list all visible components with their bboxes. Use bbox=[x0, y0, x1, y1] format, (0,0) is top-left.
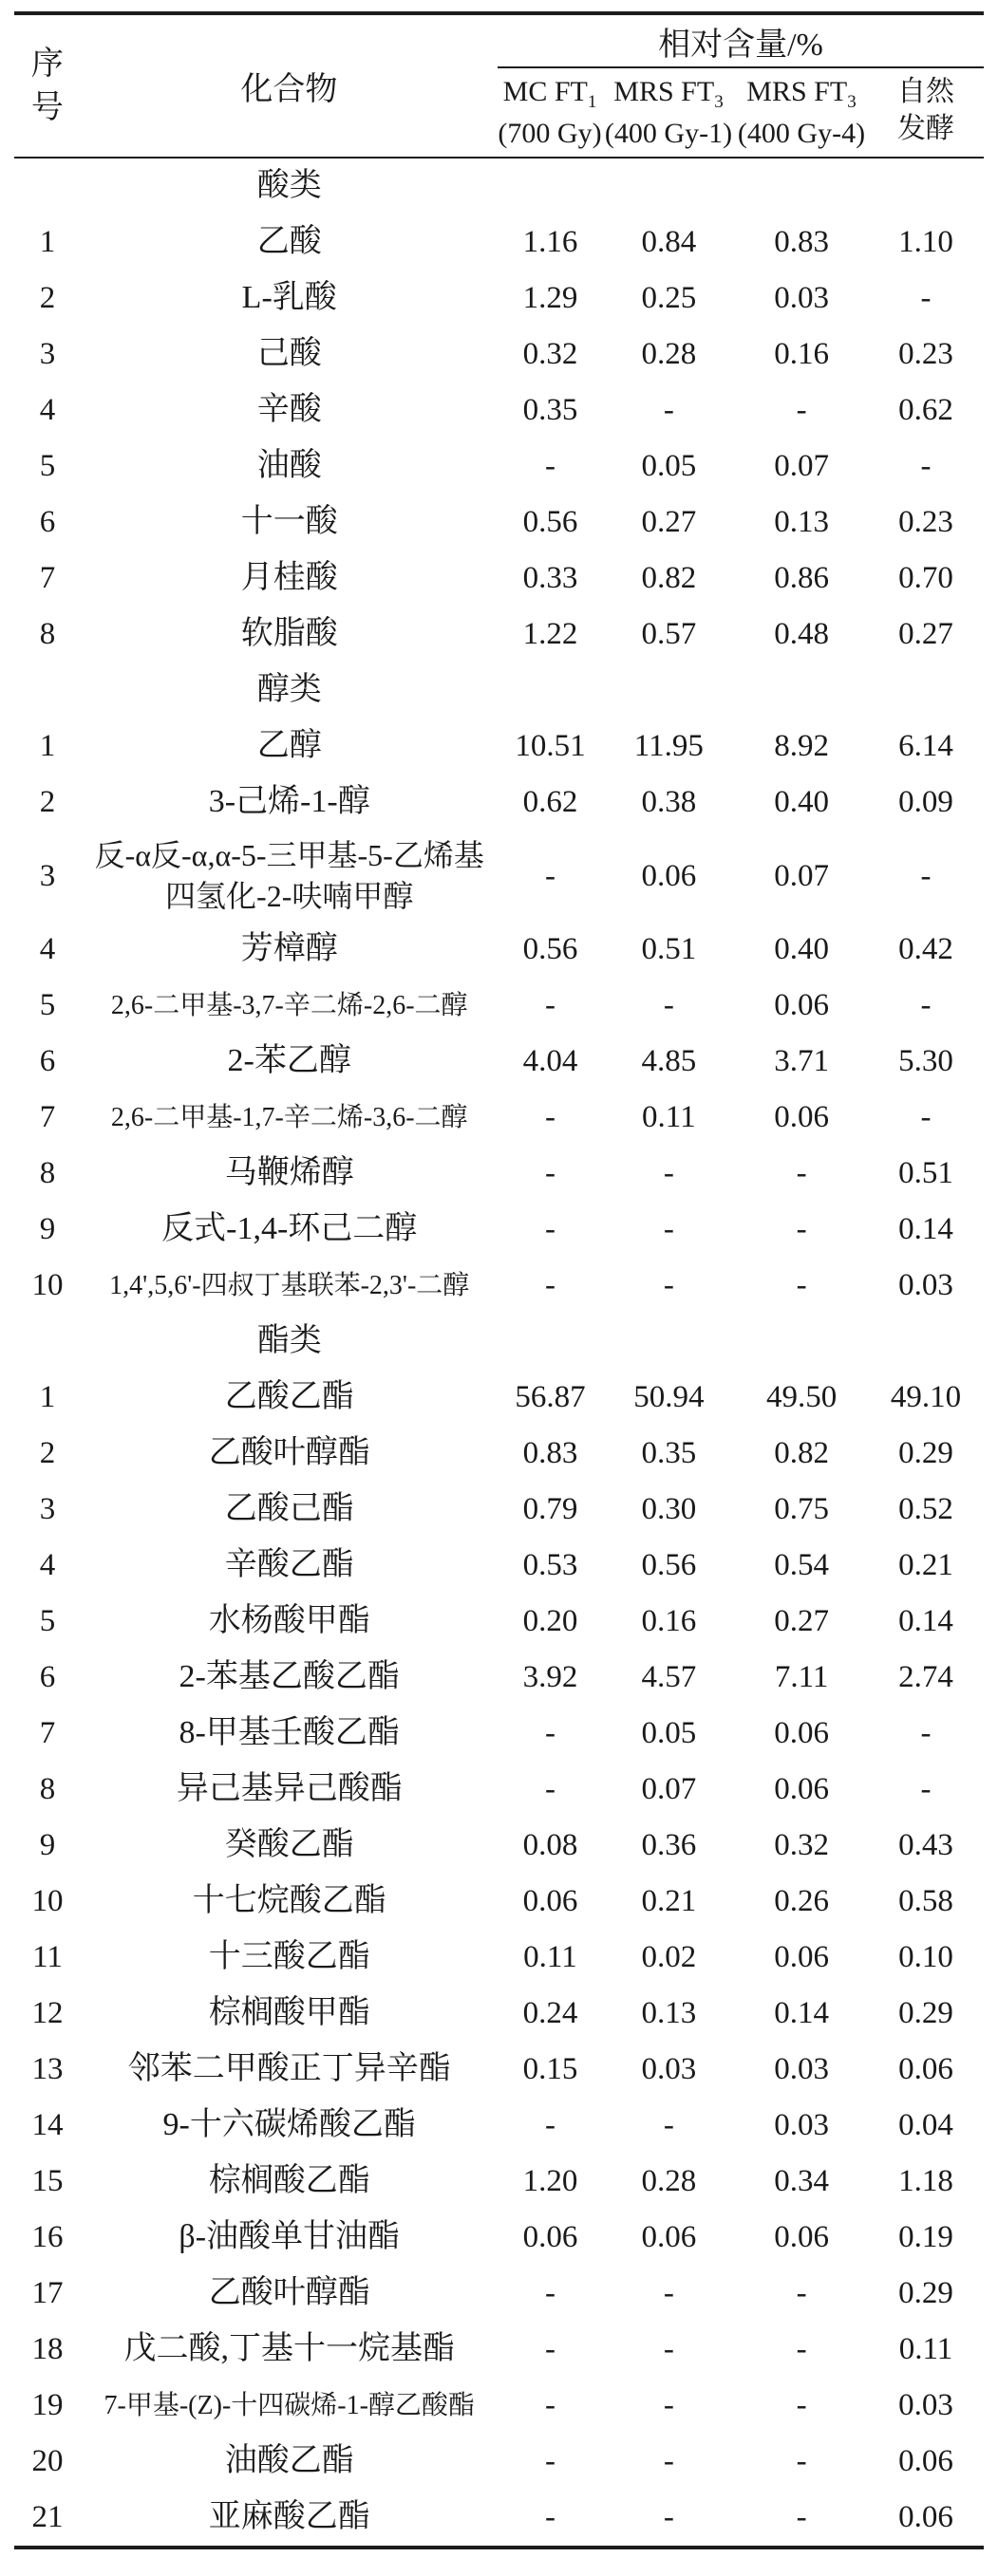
value-mrs-ft3-4: - bbox=[796, 2332, 807, 2367]
value-mrs-ft3-4: - bbox=[796, 2388, 807, 2423]
value-mc-ft1: - bbox=[544, 1212, 555, 1247]
value-natural: 0.29 bbox=[898, 2276, 953, 2311]
table-row bbox=[14, 495, 984, 551]
compound-name: 乙酸叶醇酯 bbox=[208, 2275, 370, 2311]
value-mrs-ft3-4: 0.07 bbox=[774, 858, 830, 893]
value-mrs-ft3-1: 0.35 bbox=[641, 1436, 697, 1471]
value-mrs-ft3-4: 0.16 bbox=[774, 337, 830, 371]
value-mc-ft1: - bbox=[544, 1716, 555, 1751]
value-mrs-ft3-1: - bbox=[663, 988, 674, 1023]
value-mc-ft1: 0.32 bbox=[522, 337, 578, 371]
value-mrs-ft3-1: - bbox=[663, 2276, 674, 2311]
value-mc-ft1: 1.16 bbox=[522, 225, 578, 259]
value-mc-ft1: - bbox=[544, 988, 555, 1023]
compound-name: 亚麻酸乙酯 bbox=[208, 2499, 370, 2535]
value-mrs-ft3-4: 7.11 bbox=[774, 1660, 829, 1695]
value-natural: 0.14 bbox=[898, 1604, 953, 1639]
table-row bbox=[14, 1538, 984, 1594]
value-natural: 0.21 bbox=[898, 1548, 953, 1583]
table-row bbox=[14, 978, 984, 1034]
table-row bbox=[14, 719, 984, 775]
value-mrs-ft3-1: 0.30 bbox=[641, 1492, 697, 1527]
value-mc-ft1: 0.33 bbox=[522, 561, 578, 595]
value-natural: 0.06 bbox=[898, 2500, 953, 2535]
value-mc-ft1: - bbox=[544, 2332, 555, 2367]
value-mrs-ft3-1: 0.02 bbox=[641, 1940, 697, 1975]
value-mc-ft1: 0.08 bbox=[522, 1828, 578, 1863]
compound-name: 十七烷酸乙酯 bbox=[192, 1883, 386, 1919]
table-row bbox=[14, 2322, 984, 2378]
value-mrs-ft3-4: 3.71 bbox=[774, 1044, 830, 1079]
value-mrs-ft3-1: 0.28 bbox=[641, 337, 697, 371]
value-mrs-ft3-1: 0.16 bbox=[641, 1604, 697, 1639]
row-number: 6 bbox=[39, 1044, 56, 1079]
value-mc-ft1: 0.53 bbox=[522, 1548, 578, 1583]
row-number: 7 bbox=[39, 1716, 56, 1751]
compound-name: 2,6-二甲基-3,7-辛二烯-2,6-二醇 bbox=[110, 991, 468, 1021]
value-mrs-ft3-1: 0.21 bbox=[641, 1884, 697, 1919]
value-mrs-ft3-4: - bbox=[796, 2500, 807, 2535]
header-col-name: MC $FT_1$ bbox=[502, 76, 597, 113]
compound-name: 1,4',5,6'-四叔丁基联苯-2,3'-二醇 bbox=[109, 1271, 470, 1301]
compound-name: 乙酸乙酯 bbox=[224, 1379, 354, 1415]
row-number: 2 bbox=[39, 1436, 56, 1471]
table-row bbox=[14, 2490, 984, 2546]
table-row bbox=[14, 327, 984, 383]
value-mrs-ft3-4: 0.03 bbox=[774, 2052, 830, 2087]
value-natural: 0.52 bbox=[898, 1492, 953, 1527]
row-number: 3 bbox=[39, 337, 56, 371]
value-mc-ft1: 0.06 bbox=[522, 1884, 578, 1919]
compound-name: L-乳酸 bbox=[241, 280, 337, 316]
row-number: 3 bbox=[39, 1492, 56, 1527]
header-columns bbox=[498, 68, 984, 157]
value-mc-ft1: 0.56 bbox=[522, 505, 578, 539]
value-mrs-ft3-4: 8.92 bbox=[774, 729, 830, 763]
table-row bbox=[14, 1426, 984, 1482]
header-col-dose: (400 Gy-4) bbox=[737, 117, 866, 149]
compound-name: 水杨酸甲酯 bbox=[208, 1603, 370, 1639]
header-col-mc-ft1 bbox=[498, 73, 602, 152]
value-natural: 0.62 bbox=[898, 393, 953, 427]
table-row bbox=[14, 2154, 984, 2210]
table-row bbox=[14, 1258, 984, 1314]
table-row bbox=[14, 1650, 984, 1706]
table-row bbox=[14, 1818, 984, 1874]
value-mc-ft1: 4.04 bbox=[522, 1044, 578, 1079]
value-mc-ft1: - bbox=[544, 2388, 555, 2423]
compound-name: 乙酸 bbox=[256, 224, 322, 260]
compound-name: 棕榈酸乙酯 bbox=[208, 2163, 370, 2199]
table-row bbox=[14, 1370, 984, 1426]
value-natural: 0.10 bbox=[898, 1940, 953, 1975]
value-mrs-ft3-4: 0.06 bbox=[774, 988, 830, 1023]
row-number: 8 bbox=[39, 617, 56, 651]
value-mrs-ft3-1: 0.84 bbox=[641, 225, 697, 259]
table-row bbox=[14, 607, 984, 663]
table-row bbox=[14, 775, 984, 831]
value-mrs-ft3-1: 50.94 bbox=[633, 1380, 705, 1415]
row-number: 19 bbox=[31, 2388, 64, 2423]
row-number: 4 bbox=[39, 932, 56, 967]
row-number: 1 bbox=[39, 1380, 56, 1415]
value-mrs-ft3-1: - bbox=[663, 2444, 674, 2479]
value-mc-ft1: 0.35 bbox=[522, 393, 578, 427]
header-group-title: 相对含量/% bbox=[498, 15, 984, 68]
value-natural: - bbox=[920, 1100, 932, 1135]
table-row bbox=[14, 1706, 984, 1762]
value-mrs-ft3-4: 0.13 bbox=[774, 505, 830, 539]
value-mc-ft1: 0.83 bbox=[522, 1436, 578, 1471]
value-mc-ft1: 1.20 bbox=[522, 2164, 578, 2199]
compound-name: 异己基异己酸酯 bbox=[176, 1771, 403, 1807]
table-row bbox=[14, 2266, 984, 2322]
table-row bbox=[14, 1034, 984, 1090]
row-number: 14 bbox=[31, 2108, 64, 2143]
value-natural: 0.23 bbox=[898, 337, 953, 371]
row-number: 12 bbox=[31, 1996, 64, 2031]
value-mc-ft1: - bbox=[544, 1772, 555, 1807]
table-row bbox=[14, 2042, 984, 2098]
value-mc-ft1: - bbox=[544, 2500, 555, 2535]
compound-name: 乙醇 bbox=[256, 728, 322, 764]
value-mc-ft1: 0.24 bbox=[522, 1996, 578, 2031]
compound-name: 油酸乙酯 bbox=[224, 2443, 354, 2479]
compound-name: 7-甲基-(Z)-十四碳烯-1-醇乙酸酯 bbox=[104, 2391, 475, 2421]
compound-name: 9-十六碳烯酸乙酯 bbox=[162, 2107, 416, 2143]
value-mc-ft1: 0.06 bbox=[522, 2220, 578, 2255]
row-number: 1 bbox=[39, 729, 56, 763]
value-mrs-ft3-4: 0.14 bbox=[774, 1996, 830, 2031]
table-bottom-rule bbox=[14, 2546, 984, 2549]
value-mrs-ft3-4: 0.03 bbox=[774, 2108, 830, 2143]
value-mc-ft1: - bbox=[544, 1100, 555, 1135]
table-row bbox=[14, 551, 984, 607]
value-natural: 0.27 bbox=[898, 617, 953, 651]
header-col-natural bbox=[868, 73, 984, 152]
value-natural: 0.14 bbox=[898, 1212, 953, 1247]
value-mrs-ft3-4: 49.50 bbox=[766, 1380, 838, 1415]
value-mrs-ft3-1: 4.85 bbox=[641, 1044, 697, 1079]
row-number: 17 bbox=[31, 2276, 64, 2311]
row-number: 16 bbox=[31, 2220, 64, 2255]
row-number: 15 bbox=[31, 2164, 64, 2199]
value-mrs-ft3-1: 0.57 bbox=[641, 617, 697, 651]
table-row bbox=[14, 1482, 984, 1538]
row-number: 7 bbox=[39, 561, 56, 595]
section-row bbox=[14, 159, 984, 215]
header-col-dose: (400 Gy-1) bbox=[604, 117, 733, 149]
compound-name: 2-苯基乙酸乙酯 bbox=[179, 1659, 400, 1695]
row-number: 20 bbox=[31, 2444, 64, 2479]
value-mrs-ft3-4: 0.40 bbox=[774, 932, 830, 967]
value-mc-ft1: 56.87 bbox=[515, 1380, 586, 1415]
compound-name: 2-苯乙醇 bbox=[227, 1043, 351, 1079]
value-mrs-ft3-4: 0.06 bbox=[774, 1772, 830, 1807]
value-mrs-ft3-1: - bbox=[663, 2108, 674, 2143]
table-row bbox=[14, 2098, 984, 2154]
value-mc-ft1: - bbox=[544, 2108, 555, 2143]
value-mc-ft1: - bbox=[544, 858, 555, 893]
value-mrs-ft3-1: 0.25 bbox=[641, 281, 697, 315]
value-mc-ft1: 3.92 bbox=[522, 1660, 578, 1695]
header-group bbox=[498, 15, 984, 157]
value-mrs-ft3-4: 0.54 bbox=[774, 1548, 830, 1583]
value-natural: 0.29 bbox=[898, 1996, 953, 2031]
table-row bbox=[14, 2210, 984, 2266]
value-mrs-ft3-4: 0.06 bbox=[774, 1940, 830, 1975]
compound-name: 油酸 bbox=[256, 448, 322, 484]
value-mrs-ft3-4: 0.06 bbox=[774, 1100, 830, 1135]
value-natural: 0.23 bbox=[898, 505, 953, 539]
value-natural: 0.51 bbox=[898, 1156, 953, 1191]
table-row bbox=[14, 215, 984, 271]
row-number: 3 bbox=[39, 858, 56, 893]
section-row bbox=[14, 663, 984, 719]
section-label: 酸类 bbox=[256, 168, 322, 204]
value-natural: 1.10 bbox=[898, 225, 953, 259]
row-number: 21 bbox=[31, 2500, 64, 2535]
value-mrs-ft3-4: 0.32 bbox=[774, 1828, 830, 1863]
row-number: 5 bbox=[39, 1604, 56, 1639]
row-number: 5 bbox=[39, 449, 56, 483]
compound-name: 2,6-二甲基-1,7-辛二烯-3,6-二醇 bbox=[110, 1103, 468, 1133]
value-mrs-ft3-1: - bbox=[663, 393, 674, 427]
compound-name: 反式-1,4-环己二醇 bbox=[161, 1211, 418, 1247]
table-row bbox=[14, 1930, 984, 1986]
table-row bbox=[14, 271, 984, 327]
value-mrs-ft3-1: 0.36 bbox=[641, 1828, 697, 1863]
table-row bbox=[14, 1874, 984, 1930]
table-row bbox=[14, 922, 984, 978]
value-natural: 0.58 bbox=[898, 1884, 953, 1919]
compound-name: 3-己烯-1-醇 bbox=[208, 784, 370, 820]
value-natural: 0.42 bbox=[898, 932, 953, 967]
value-mrs-ft3-4: 0.03 bbox=[774, 281, 830, 315]
value-mrs-ft3-1: 0.06 bbox=[641, 858, 697, 893]
value-natural: 0.11 bbox=[898, 2332, 953, 2367]
header-no-label: 序号 bbox=[30, 46, 64, 125]
value-mrs-ft3-4: - bbox=[796, 1156, 807, 1191]
value-mrs-ft3-1: 0.82 bbox=[641, 561, 697, 595]
row-number: 1 bbox=[39, 225, 56, 259]
compound-name: 癸酸乙酯 bbox=[224, 1827, 354, 1863]
value-natural: 0.29 bbox=[898, 1436, 953, 1471]
header-col-name: MRS $FT_3$ bbox=[613, 76, 724, 113]
value-mrs-ft3-4: 0.75 bbox=[774, 1492, 830, 1527]
row-number: 10 bbox=[31, 1268, 64, 1303]
section-label: 醇类 bbox=[256, 672, 322, 708]
value-mrs-ft3-1: 0.11 bbox=[642, 1100, 696, 1135]
value-mc-ft1: - bbox=[544, 1156, 555, 1191]
row-number: 10 bbox=[31, 1884, 64, 1919]
compound-name: 反-α反-α,α-5-三甲基-5-乙烯基四氢化-2-呋喃甲醇 bbox=[94, 838, 484, 914]
value-natural: 1.18 bbox=[898, 2164, 953, 2199]
value-mrs-ft3-1: 11.95 bbox=[633, 729, 704, 763]
value-mrs-ft3-4: 0.27 bbox=[774, 1604, 830, 1639]
value-mrs-ft3-4: 0.06 bbox=[774, 1716, 830, 1751]
value-natural: 6.14 bbox=[898, 729, 953, 763]
value-mrs-ft3-1: - bbox=[663, 2500, 674, 2535]
compound-name: 乙酸叶醇酯 bbox=[208, 1435, 370, 1471]
table-row bbox=[14, 1090, 984, 1146]
compound-name: 邻苯二甲酸正丁异辛酯 bbox=[127, 2051, 451, 2087]
value-mrs-ft3-4: 0.26 bbox=[774, 1884, 830, 1919]
table-row bbox=[14, 2434, 984, 2490]
value-natural: 0.19 bbox=[898, 2220, 953, 2255]
compound-name: β-油酸单甘油酯 bbox=[179, 2219, 401, 2255]
value-mrs-ft3-4: 0.82 bbox=[774, 1436, 830, 1471]
value-natural: 2.74 bbox=[898, 1660, 953, 1695]
compound-name: 十三酸乙酯 bbox=[208, 1939, 370, 1975]
row-number: 5 bbox=[39, 988, 56, 1023]
table-row bbox=[14, 831, 984, 922]
value-mrs-ft3-1: 0.13 bbox=[641, 1996, 697, 2031]
row-number: 2 bbox=[39, 785, 56, 819]
table-row bbox=[14, 2378, 984, 2434]
value-mrs-ft3-1: 0.51 bbox=[641, 932, 697, 967]
compound-name: 十一酸 bbox=[240, 504, 338, 540]
value-mrs-ft3-1: 0.03 bbox=[641, 2052, 697, 2087]
value-natural: 0.09 bbox=[898, 785, 953, 819]
value-natural: 0.06 bbox=[898, 2444, 953, 2479]
row-number: 11 bbox=[32, 1940, 63, 1975]
table-row bbox=[14, 439, 984, 495]
compound-name: 乙酸己酯 bbox=[224, 1491, 354, 1527]
value-mrs-ft3-1: - bbox=[663, 2332, 674, 2367]
value-mc-ft1: - bbox=[544, 1268, 555, 1303]
value-mrs-ft3-1: 4.57 bbox=[641, 1660, 697, 1695]
value-mc-ft1: 0.15 bbox=[522, 2052, 578, 2087]
value-mrs-ft3-1: 0.07 bbox=[641, 1772, 697, 1807]
value-mc-ft1: 0.62 bbox=[522, 785, 578, 819]
header-col-mrs-ft3-4 bbox=[735, 73, 868, 152]
value-mrs-ft3-1: - bbox=[663, 1268, 674, 1303]
table-header bbox=[14, 15, 984, 157]
row-number: 7 bbox=[39, 1100, 56, 1135]
section-row bbox=[14, 1314, 984, 1370]
value-mc-ft1: 0.56 bbox=[522, 932, 578, 967]
value-mrs-ft3-4: - bbox=[796, 1268, 807, 1303]
value-mrs-ft3-1: - bbox=[663, 1156, 674, 1191]
row-number: 6 bbox=[39, 505, 56, 539]
row-number: 8 bbox=[39, 1772, 56, 1807]
compound-name: 棕榈酸甲酯 bbox=[208, 1995, 370, 2031]
row-number: 6 bbox=[39, 1660, 56, 1695]
row-number: 13 bbox=[31, 2052, 64, 2087]
row-number: 8 bbox=[39, 1156, 56, 1191]
compound-name: 芳樟醇 bbox=[240, 931, 338, 967]
table-row bbox=[14, 1202, 984, 1258]
value-mc-ft1: 0.11 bbox=[523, 1940, 577, 1975]
value-natural: 0.70 bbox=[898, 561, 953, 595]
table-row bbox=[14, 1594, 984, 1650]
value-natural: 0.03 bbox=[898, 2388, 953, 2423]
value-mc-ft1: 1.22 bbox=[522, 617, 578, 651]
value-mrs-ft3-4: - bbox=[796, 2276, 807, 2311]
value-natural: 5.30 bbox=[898, 1044, 953, 1079]
header-col-dose: (700 Gy) bbox=[498, 117, 602, 149]
value-mrs-ft3-4: 0.34 bbox=[774, 2164, 830, 2199]
row-number: 4 bbox=[39, 393, 56, 427]
value-mrs-ft3-1: 0.06 bbox=[641, 2220, 697, 2255]
compound-name: 软脂酸 bbox=[240, 616, 338, 652]
value-natural: 0.43 bbox=[898, 1828, 953, 1863]
value-mrs-ft3-4: 0.40 bbox=[774, 785, 830, 819]
value-mrs-ft3-1: - bbox=[663, 2388, 674, 2423]
compound-name: 月桂酸 bbox=[240, 560, 338, 596]
value-natural: 0.03 bbox=[898, 1268, 953, 1303]
value-mrs-ft3-4: 0.48 bbox=[774, 617, 830, 651]
value-mc-ft1: 0.79 bbox=[522, 1492, 578, 1527]
value-mrs-ft3-1: - bbox=[663, 1212, 674, 1247]
compound-name: 己酸 bbox=[256, 336, 322, 372]
value-natural: 49.10 bbox=[890, 1380, 962, 1415]
value-mrs-ft3-4: 0.86 bbox=[774, 561, 830, 595]
compound-name: 马鞭烯醇 bbox=[224, 1155, 354, 1191]
row-number: 4 bbox=[39, 1548, 56, 1583]
value-mc-ft1: - bbox=[544, 2276, 555, 2311]
value-natural: 0.04 bbox=[898, 2108, 953, 2143]
value-natural: - bbox=[920, 858, 932, 893]
header-col-mrs-ft3-1 bbox=[602, 73, 735, 152]
row-number: 18 bbox=[31, 2332, 64, 2367]
value-mc-ft1: 0.20 bbox=[522, 1604, 578, 1639]
value-mc-ft1: - bbox=[544, 2444, 555, 2479]
value-natural: - bbox=[920, 1716, 932, 1751]
table-row bbox=[14, 1986, 984, 2042]
table-row bbox=[14, 1146, 984, 1202]
table-row bbox=[14, 383, 984, 439]
header-no bbox=[14, 15, 81, 157]
compound-name: 辛酸 bbox=[256, 392, 322, 428]
value-mrs-ft3-1: 0.05 bbox=[641, 1716, 697, 1751]
table-row bbox=[14, 1762, 984, 1818]
section-label: 酯类 bbox=[256, 1323, 322, 1359]
value-natural: - bbox=[920, 988, 932, 1023]
value-natural: - bbox=[920, 1772, 932, 1807]
compound-name: 8-甲基壬酸乙酯 bbox=[179, 1715, 400, 1751]
value-mrs-ft3-1: 0.05 bbox=[641, 449, 697, 483]
value-mrs-ft3-4: 0.07 bbox=[774, 449, 830, 483]
row-number: 9 bbox=[39, 1828, 56, 1863]
header-compound: 化合物 bbox=[240, 72, 338, 107]
value-mrs-ft3-4: - bbox=[796, 393, 807, 427]
compound-name: 戊二酸,丁基十一烷基酯 bbox=[123, 2331, 455, 2367]
row-number: 2 bbox=[39, 281, 56, 315]
value-mc-ft1: 1.29 bbox=[522, 281, 578, 315]
value-mc-ft1: 10.51 bbox=[515, 729, 586, 763]
row-number: 9 bbox=[39, 1212, 56, 1247]
compound-name: 辛酸乙酯 bbox=[224, 1547, 354, 1583]
value-mrs-ft3-1: 0.38 bbox=[641, 785, 697, 819]
value-mrs-ft3-1: 0.56 bbox=[641, 1548, 697, 1583]
header-col-name: MRS $FT_3$ bbox=[746, 76, 857, 113]
value-mc-ft1: - bbox=[544, 449, 555, 483]
value-mrs-ft3-4: - bbox=[796, 2444, 807, 2479]
value-natural: 0.06 bbox=[898, 2052, 953, 2087]
header-col-name: 自然发酵 bbox=[897, 76, 954, 145]
value-mrs-ft3-1: 0.28 bbox=[641, 2164, 697, 2199]
table-body bbox=[14, 159, 984, 2546]
value-mrs-ft3-1: 0.27 bbox=[641, 505, 697, 539]
value-mrs-ft3-4: 0.83 bbox=[774, 225, 830, 259]
value-mrs-ft3-4: - bbox=[796, 1212, 807, 1247]
value-mrs-ft3-4: 0.06 bbox=[774, 2220, 830, 2255]
value-natural: - bbox=[920, 281, 932, 315]
value-natural: - bbox=[920, 449, 932, 483]
